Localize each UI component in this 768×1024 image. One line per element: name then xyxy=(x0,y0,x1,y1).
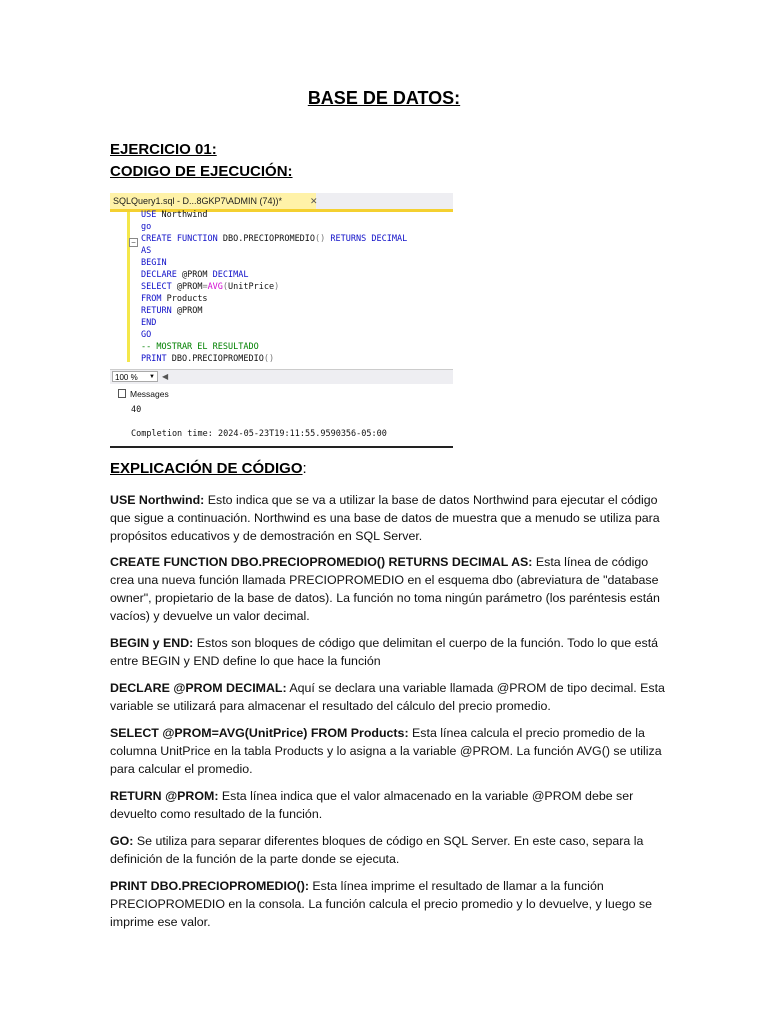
code-line: PRINT DBO.PRECIOPROMEDIO() xyxy=(141,354,275,364)
code-line: AS xyxy=(141,246,152,256)
query-tab-bar xyxy=(110,193,453,209)
explanation-text: Esta línea imprime el resultado de llamar a la función PRECIOPROMEDIO en la consola. La función calcula el precio promedio y lo devuelve, y luego se imprime ese valor. xyxy=(110,879,653,929)
explanation-text: Esta línea indica que el valor almacenado en la variable @PROM debe ser devuelto como resultado de la función. xyxy=(110,789,634,821)
explanation-term: SELECT @PROM=AVG(UnitPrice) FROM Products: xyxy=(110,726,409,740)
explanation-paragraph xyxy=(110,724,670,778)
query-tab-title: SQLQuery1.sql - D...8GKP7\ADMIN (74))* xyxy=(113,196,283,206)
explanation-term: CREATE FUNCTION DBO.PRECIOPROMEDIO() RETURNS DECIMAL AS: xyxy=(110,555,533,569)
scroll-left-icon[interactable]: ◀ xyxy=(162,372,169,381)
explanation-term: RETURN @PROM: xyxy=(110,789,219,803)
completion-time: Completion time: 2024-05-23T19:11:55.9590356-05:00 xyxy=(131,429,387,439)
explanation-term: USE Northwind: xyxy=(110,493,205,507)
zoom-dropdown[interactable] xyxy=(112,371,158,382)
sql-code[interactable] xyxy=(141,209,407,365)
exercise-heading: EJERCICIO 01: xyxy=(110,141,217,158)
code-line: -- MOSTRAR EL RESULTADO xyxy=(141,342,259,352)
code-line: RETURN @PROM xyxy=(141,306,203,316)
document-title: BASE DE DATOS: xyxy=(307,88,461,108)
editor-status-bar xyxy=(110,369,453,384)
explanation-term: PRINT DBO.PRECIOPROMEDIO(): xyxy=(110,879,309,893)
code-line: USE Northwind xyxy=(141,210,208,220)
explanation-term: GO: xyxy=(110,834,134,848)
explanation-text: Esto indica que se va a utilizar la base de datos Northwind para ejecutar el código que sigue a continuación. Northwind es una base de datos de muestra que a menudo se utiliza para propósitos educativos y de demostración en SQL Server. xyxy=(110,493,660,543)
code-line: CREATE FUNCTION DBO.PRECIOPROMEDIO() RETURNS DECIMAL xyxy=(141,234,408,244)
messages-output xyxy=(131,404,387,440)
code-line: go xyxy=(141,222,152,232)
explanation-paragraph xyxy=(110,679,670,715)
explanation-paragraph xyxy=(110,832,670,868)
code-line: GO xyxy=(141,330,152,340)
messages-tab-label: Messages xyxy=(130,389,169,399)
ssms-screenshot xyxy=(110,193,453,448)
code-line: END xyxy=(141,318,157,328)
explanation-term: DECLARE @PROM DECIMAL: xyxy=(110,681,287,695)
query-tab[interactable] xyxy=(110,193,316,209)
collapse-toggle-icon[interactable]: − xyxy=(129,238,138,247)
code-line: BEGIN xyxy=(141,258,167,268)
explanation-heading xyxy=(110,460,307,477)
output-value: 40 xyxy=(131,405,142,415)
zoom-value: 100 % xyxy=(115,373,138,382)
explanation-text: Aquí se declara una variable llamada @PROM de tipo decimal. Esta variable se utilizará para almacenar el resultado del cálculo del precio promedio. xyxy=(110,681,665,713)
change-marker-gutter xyxy=(127,212,130,362)
explanation-paragraph xyxy=(110,634,670,670)
explanation-text: Esta línea calcula el precio promedio de la columna UnitPrice en la tabla Products y lo asigna a la variable @PROM. La función AVG() se utiliza para calcular el promedio. xyxy=(110,726,662,776)
explanation-text: Esta línea de código crea una nueva función llamada PRECIOPROMEDIO en el esquema dbo (abreviatura de "database owner", propietario de la base de datos). La función no toma ningún parámetro (los paréntesis están vacíos) y devuelve un valor decimal. xyxy=(110,555,660,623)
explanation-paragraph xyxy=(110,553,670,625)
explanation-paragraph xyxy=(110,877,670,931)
explanation-paragraph xyxy=(110,491,670,545)
code-line: SELECT @PROM=AVG(UnitPrice) xyxy=(141,282,280,292)
explanation-paragraph xyxy=(110,787,670,823)
close-icon[interactable]: ✕ xyxy=(310,196,318,206)
messages-icon xyxy=(118,389,126,398)
chevron-down-icon: ▼ xyxy=(149,374,155,380)
explanation-term: BEGIN y END: xyxy=(110,636,194,650)
explanation-heading-colon: : xyxy=(302,460,307,477)
explanation-heading-text: EXPLICACIÓN DE CÓDIGO xyxy=(110,460,303,477)
code-heading: CODIGO DE EJECUCIÓN: xyxy=(110,163,293,180)
query-editor[interactable] xyxy=(110,212,453,362)
explanation-text: Se utiliza para separar diferentes bloques de código en SQL Server. En este caso, separa la definición de la función de la parte donde se ejecuta. xyxy=(110,834,644,866)
messages-tab[interactable] xyxy=(118,389,169,399)
explanation-text: Estos son bloques de código que delimitan el cuerpo de la función. Todo lo que está entre BEGIN y END define lo que hace la función xyxy=(110,636,659,668)
code-line: DECLARE @PROM DECIMAL xyxy=(141,270,249,280)
code-line: FROM Products xyxy=(141,294,208,304)
